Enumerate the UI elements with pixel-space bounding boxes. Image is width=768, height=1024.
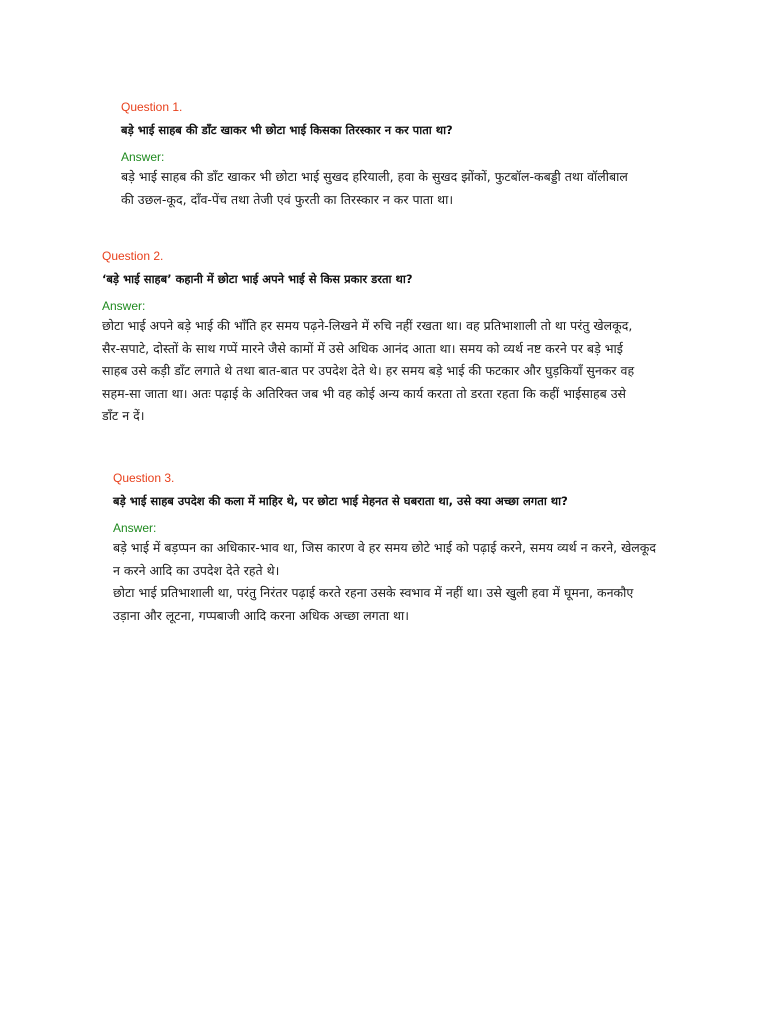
question-label: Question 1. (121, 100, 183, 114)
answer-label: Answer: (121, 150, 165, 164)
qa-block-2 (102, 249, 640, 428)
answer-label: Answer: (113, 521, 157, 535)
answer-paragraph: छोटा भाई प्रतिभाशाली था, परंतु निरंतर पढ़ाई करते रहना उसके स्वभाव में नहीं था। उसे खुली हवा में घूमना, कनकौए उड़ाना और लूटना, गप्पबाजी आदि करना अधिक अच्छा लगता था। (113, 585, 634, 623)
question-label: Question 2. (102, 249, 164, 263)
answer-text (121, 166, 641, 211)
answer-label: Answer: (102, 299, 146, 313)
question-text: बड़े भाई साहब उपदेश की कला में माहिर थे, पर छोटा भाई मेहनत से घबराता था, उसे क्या अच्छा लगता था? (113, 494, 568, 508)
question-label: Question 3. (113, 471, 175, 485)
answer-text (102, 315, 640, 428)
qa-block-1 (121, 100, 641, 211)
answer-paragraph: बड़े भाई साहब की डाँट खाकर भी छोटा भाई सुखद हरियाली, हवा के सुखद झोंकों, फुटबॉल-कबड्डी तथा वॉलीबाल की उछल-कूद, दाँव-पेंच तथा तेजी एवं फुरती का तिरस्कार न कर पाता था। (121, 169, 628, 207)
question-text: बड़े भाई साहब की डाँट खाकर भी छोटा भाई किसका तिरस्कार न कर पाता था? (121, 123, 453, 137)
qa-block-3 (113, 471, 661, 627)
answer-text (113, 537, 661, 627)
answer-paragraph: बड़े भाई में बड़प्पन का अधिकार-भाव था, जिस कारण वे हर समय छोटे भाई को पढ़ाई करने, समय व्यर्थ न करने, खेलकूद न करने आदि का उपदेश देते रहते थे। (113, 540, 657, 578)
answer-paragraph: छोटा भाई अपने बड़े भाई की भाँति हर समय पढ़ने-लिखने में रुचि नहीं रखता था। वह प्रतिभाशाली तो था परंतु खेलकूद, सैर-सपाटे, दोस्तों के साथ गप्पें मारने जैसे कामों में उसे अधिक आनंद आता था। समय को व्यर्थ नष्ट करने पर बड़े भाई साहब उसे कड़ी डाँट लगाते थे तथा बात-बात पर उपदेश देते थे। हर समय बड़े भाई की फटकार और घुड़कियाँ सुनकर वह सहम-सा जाता था। अतः पढ़ाई के अतिरिक्त जब भी वह कोई अन्य कार्य करता तो डरता रहता कि कहीं भाईसाहब उसे डाँट न दें। (102, 318, 635, 423)
question-text: ‘बड़े भाई साहब’ कहानी में छोटा भाई अपने भाई से किस प्रकार डरता था? (102, 272, 413, 286)
